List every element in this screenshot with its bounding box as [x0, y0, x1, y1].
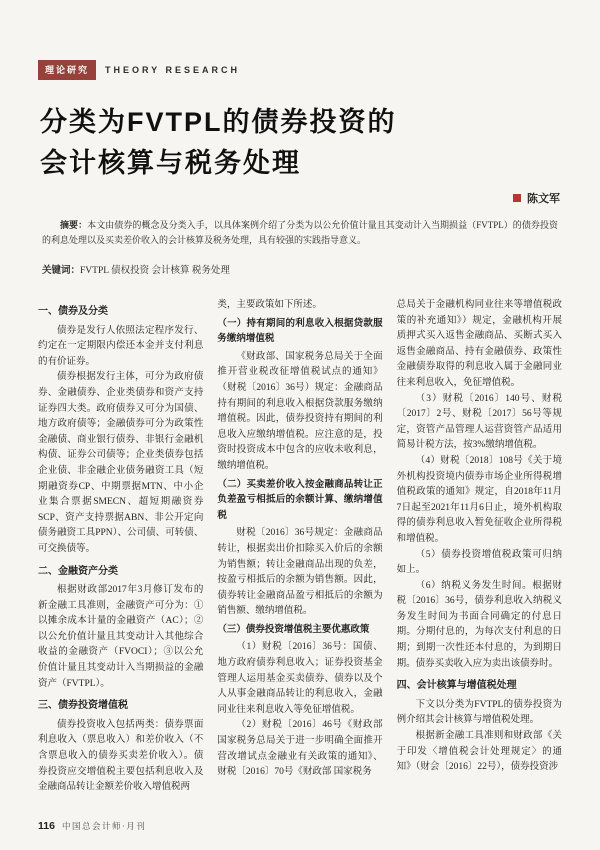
paragraph: （5）债券投资增值税政策可归纳如上。	[396, 549, 562, 576]
paragraph: （3）财税〔2016〕140号、财税〔2017〕2号、财税〔2017〕56号等规定，资管产品管理人运营资管产品适用简易计税方法，按3%缴纳增值税。	[396, 393, 562, 451]
paragraph: 类，主要政策如下所述。	[217, 300, 322, 310]
paragraph: 下文以分类为FVTPL的债券投资为例介绍其会计核算与增值税处理。	[396, 699, 562, 726]
paragraph: 债券投资收入包括两类：债券票面利息收入（票息收入）和差价收入（不含票息收入的债券买卖差价收入）。债券投资应交增值税主要包括利息收入及金融商品转让金额差价收入增值税两	[38, 719, 204, 793]
paragraph: 总局关于金融机构同业往来等增值税政策的补充通知》）规定，金融机构开展质押式买入返售金融商品、买断式买入返售金融商品、持有金融债券、政策性金融债券取得的利息收入属于金融同业往来利息收入，免征增值税。	[396, 300, 562, 388]
abstract-text: 本文由债券的概念及分类入手，以具体案例介绍了分类为以公允价值计量且其变动计入当期损益（FVTPL）的债券投资的利息处理以及买卖差价收入的会计核算及税务处理，具有较强的实践指导意义。	[42, 220, 558, 245]
paragraph: 根据财政部2017年3月修订发布的新金融工具准则，金融资产可分为：①以摊余成本计量的金融资产（AC）；②以公允价值计量且其变动计入其他综合收益的金融资产（FVOCI）；③以公允价值计量且其变动计入当期损益的金融资产（FVTPL）。	[38, 585, 204, 689]
category-label-en: THEORY RESEARCH	[105, 65, 241, 75]
paragraph: （1）财税〔2016〕36号：国债、地方政府债券利息收入；证券投资基金管理人运用基金买卖债券、债券以及个人从事金融商品转让的利息收入，金融同业往来利息收入等免征增值税。	[217, 642, 383, 715]
category-badge: 理论研究	[38, 60, 96, 80]
article-column-2	[217, 298, 382, 810]
paragraph: 根据新金融工具准则和财政部《关于印发〈增值税会计处理规定〉的通知》（财会〔2016〕22号），债券投资涉	[396, 731, 562, 773]
section-heading: 四、会计核算与增值税处理	[396, 680, 517, 692]
paragraph: 《财政部、国家税务总局关于全面推开营业税改征增值税试点的通知》（财税〔2016〕36号）规定：金融商品持有期间的利息收入根据贷款服务缴纳增值税。因此，债券投资持有期间的利息收入应缴纳增值税。应注意的是，投资时投资成本中包含的应收未收利息，缴纳增值税。	[217, 351, 383, 471]
section-heading: 三、债券投资增值税	[38, 700, 128, 712]
section-heading: 一、债券及分类	[38, 306, 108, 317]
keywords-label: 关键词：	[42, 266, 81, 276]
author-name: 陈文军	[527, 193, 560, 205]
journal-name: 中国总会计师·月刊	[61, 821, 147, 831]
author-marker-icon	[513, 194, 521, 202]
article-column-3	[397, 298, 562, 810]
paragraph: 财税〔2016〕36号规定：金融商品转让，根据卖出价扣除买入价后的余额为销售额；转让金融商品出现的负差，按盈亏相抵后的余额为销售额。因此，债券转让金融商品盈亏相抵后的余额为销售额、缴纳增值税。	[217, 528, 383, 617]
author-line	[513, 190, 560, 206]
abstract	[42, 218, 558, 248]
section-heading: （三）债券投资增值税主要优惠政策	[217, 624, 370, 635]
paragraph: （6）纳税义务发生时间。根据财税〔2016〕36号，债券利息收入纳税义务发生时间为书面合同确定的付息日期。分期付息的，为每次支付利息的日期；到期一次性还本付息的，为到期日期。债券买卖收入应为卖出该债券时。	[396, 580, 562, 669]
article-title	[40, 102, 397, 184]
section-heading: （一）持有期间的利息收入根据贷款服务缴纳增值税	[217, 318, 383, 345]
section-heading: 二、金融资产分类	[38, 565, 118, 577]
keywords	[42, 262, 558, 276]
section-tag	[38, 60, 240, 80]
page-number: 116	[38, 820, 55, 832]
article-body	[38, 298, 562, 810]
abstract-label: 摘要：	[60, 220, 88, 230]
paragraph: （4）财税〔2018〕108号《关于境外机构投资境内债券市场企业所得税增值税政策的通知》规定，自2018年11月7日起至2021年11月6日止，境外机构取得的债券利息收入暂免征收企业所得税和增值税。	[396, 455, 562, 544]
article-title-line2: 会计核算与税务处理	[40, 148, 301, 178]
page-footer	[38, 820, 146, 832]
paragraph: 债券是发行人依照法定程序发行、约定在一定期限内偿还本金并支付利息的有价证券。	[38, 325, 204, 367]
section-heading: （二）买卖差价收入按金融商品转让正负差盈亏相抵后的余额计算、缴纳增值税	[217, 479, 383, 521]
keywords-text: FVTPL 债权投资 会计核算 税务处理	[80, 266, 230, 276]
paragraph: 债券根据发行主体，可分为政府债券、金融债券、企业类债券和资产支持证券四大类。政府债券又可分为国债、地方政府债等；金融债券可分为政策性金融债、商业银行债券、非银行金融机构债、证券公司债等；企业类债券包括企业债、非金融企业债务融资工具（短期融资券CP、中期票据MTN、中小企业集合票据SMECN、超短期融资券SCP、资产支持票据ABN、非公开定向债务融资工具PPN）、公司债、可转债、可交换债等。	[38, 372, 204, 554]
paragraph: （2）财税〔2016〕46号《财政部国家税务总局关于进一步明确全面推开营改增试点金融业有关政策的通知》、财税〔2016〕70号《财政部 国家税务	[217, 720, 383, 778]
article-title-line1: 分类为FVTPL的债券投资的	[40, 107, 397, 137]
article-column-1	[38, 298, 203, 810]
